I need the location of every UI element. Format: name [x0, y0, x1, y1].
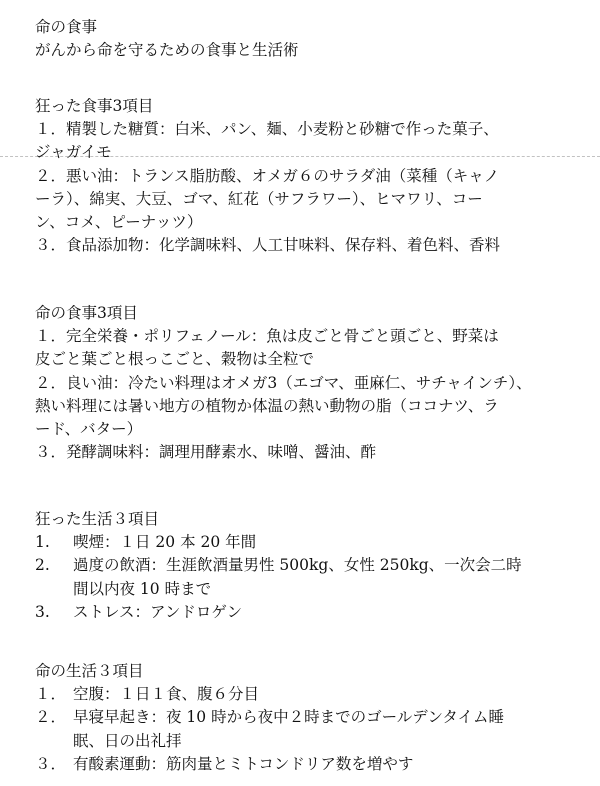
list-item-text: 熱い料理には暑い地方の植物か体温の熱い動物の脂（ココナツ、ラ — [35, 396, 499, 415]
list-item — [35, 372, 578, 442]
doc-subtitle: がんから命を守るための食事と生活術 — [35, 41, 299, 59]
section-good-lifestyle — [35, 660, 578, 776]
list-item-text: １．完全栄養・ポリフェノール：魚は皮ごと骨ごと頭ごと、野菜は — [35, 327, 499, 345]
section-bad-lifestyle — [35, 508, 578, 624]
list-item — [35, 118, 578, 165]
list-item — [35, 706, 578, 753]
list-item-text: 間以内夜 10 時まで — [73, 579, 212, 598]
section-heading: 命の食事3項目 — [35, 304, 138, 322]
list-item-text: ジャガイモ — [35, 143, 112, 162]
list-item-number: 2. — [35, 556, 50, 575]
title-block — [35, 16, 578, 62]
list-item-text: 喫煙：１日 20 本 20 年間 — [73, 533, 257, 551]
list-item-text: ード、バター） — [35, 420, 143, 439]
list-item-text: １．精製した糖質：白米、パン、麺、小麦粉と砂糖で作った菓子、 — [35, 120, 499, 138]
list-item-text: ン、コメ、ピーナッツ） — [35, 213, 203, 232]
section-good-diet — [35, 302, 578, 465]
doc-title: 命の食事 — [35, 18, 98, 36]
section-heading: 狂った食事3項目 — [35, 97, 154, 115]
list-item-text: 早寝早起き：夜 10 時から夜中２時までのゴールデンタイム睡 — [73, 708, 505, 727]
list-item-text: 眠、日の出礼拝 — [73, 731, 182, 750]
list-item-text: 有酸素運動：筋肉量とミトコンドリア数を増やす — [73, 754, 414, 773]
list-item-text: ２．悪い油：トランス脂肪酸、オメガ６のサラダ油（菜種（キャノ — [35, 166, 500, 185]
list-item-text: ３．発酵調味料：調理用酵素水、味噌、醤油、酢 — [35, 443, 377, 462]
list-item-text: 皮ごと葉ごと根っこごと、穀物は全粒で — [35, 350, 315, 369]
section-heading: 命の生活３項目 — [35, 662, 144, 680]
section-bad-diet — [35, 95, 578, 258]
list-item-number: １． — [35, 685, 67, 703]
list-item — [35, 683, 578, 706]
list-item — [35, 753, 578, 776]
list-item-number: 3. — [35, 602, 50, 621]
section-heading: 狂った生活３項目 — [35, 510, 160, 528]
list-item — [35, 601, 578, 624]
list-item — [35, 531, 578, 554]
list-item — [35, 165, 578, 235]
list-item-text: 空腹：１日１食、腹６分目 — [73, 685, 260, 703]
list-item-number: ３． — [35, 754, 67, 773]
list-item — [35, 554, 578, 601]
list-item — [35, 234, 578, 257]
list-item-text: ３．食品添加物：化学調味料、人工甘味料、保存料、着色料、香料 — [35, 236, 501, 255]
list-item-text: ーラ）、綿実、大豆、ゴマ、紅花（サフラワー）、ヒマワリ、コー — [35, 189, 483, 208]
list-item-number: ２． — [35, 708, 67, 727]
list-item-number: 1. — [35, 533, 50, 551]
list-item — [35, 325, 578, 372]
list-item-text: ストレス：アンドロゲン — [73, 602, 243, 621]
list-item-text: ２．良い油：冷たい料理はオメガ3（エゴマ、亜麻仁、サチャインチ）、 — [35, 373, 532, 392]
list-item — [35, 441, 578, 464]
list-item-text: 過度の飲酒：生涯飲酒量男性 500kg、女性 250kg、一次会二時 — [73, 556, 522, 575]
